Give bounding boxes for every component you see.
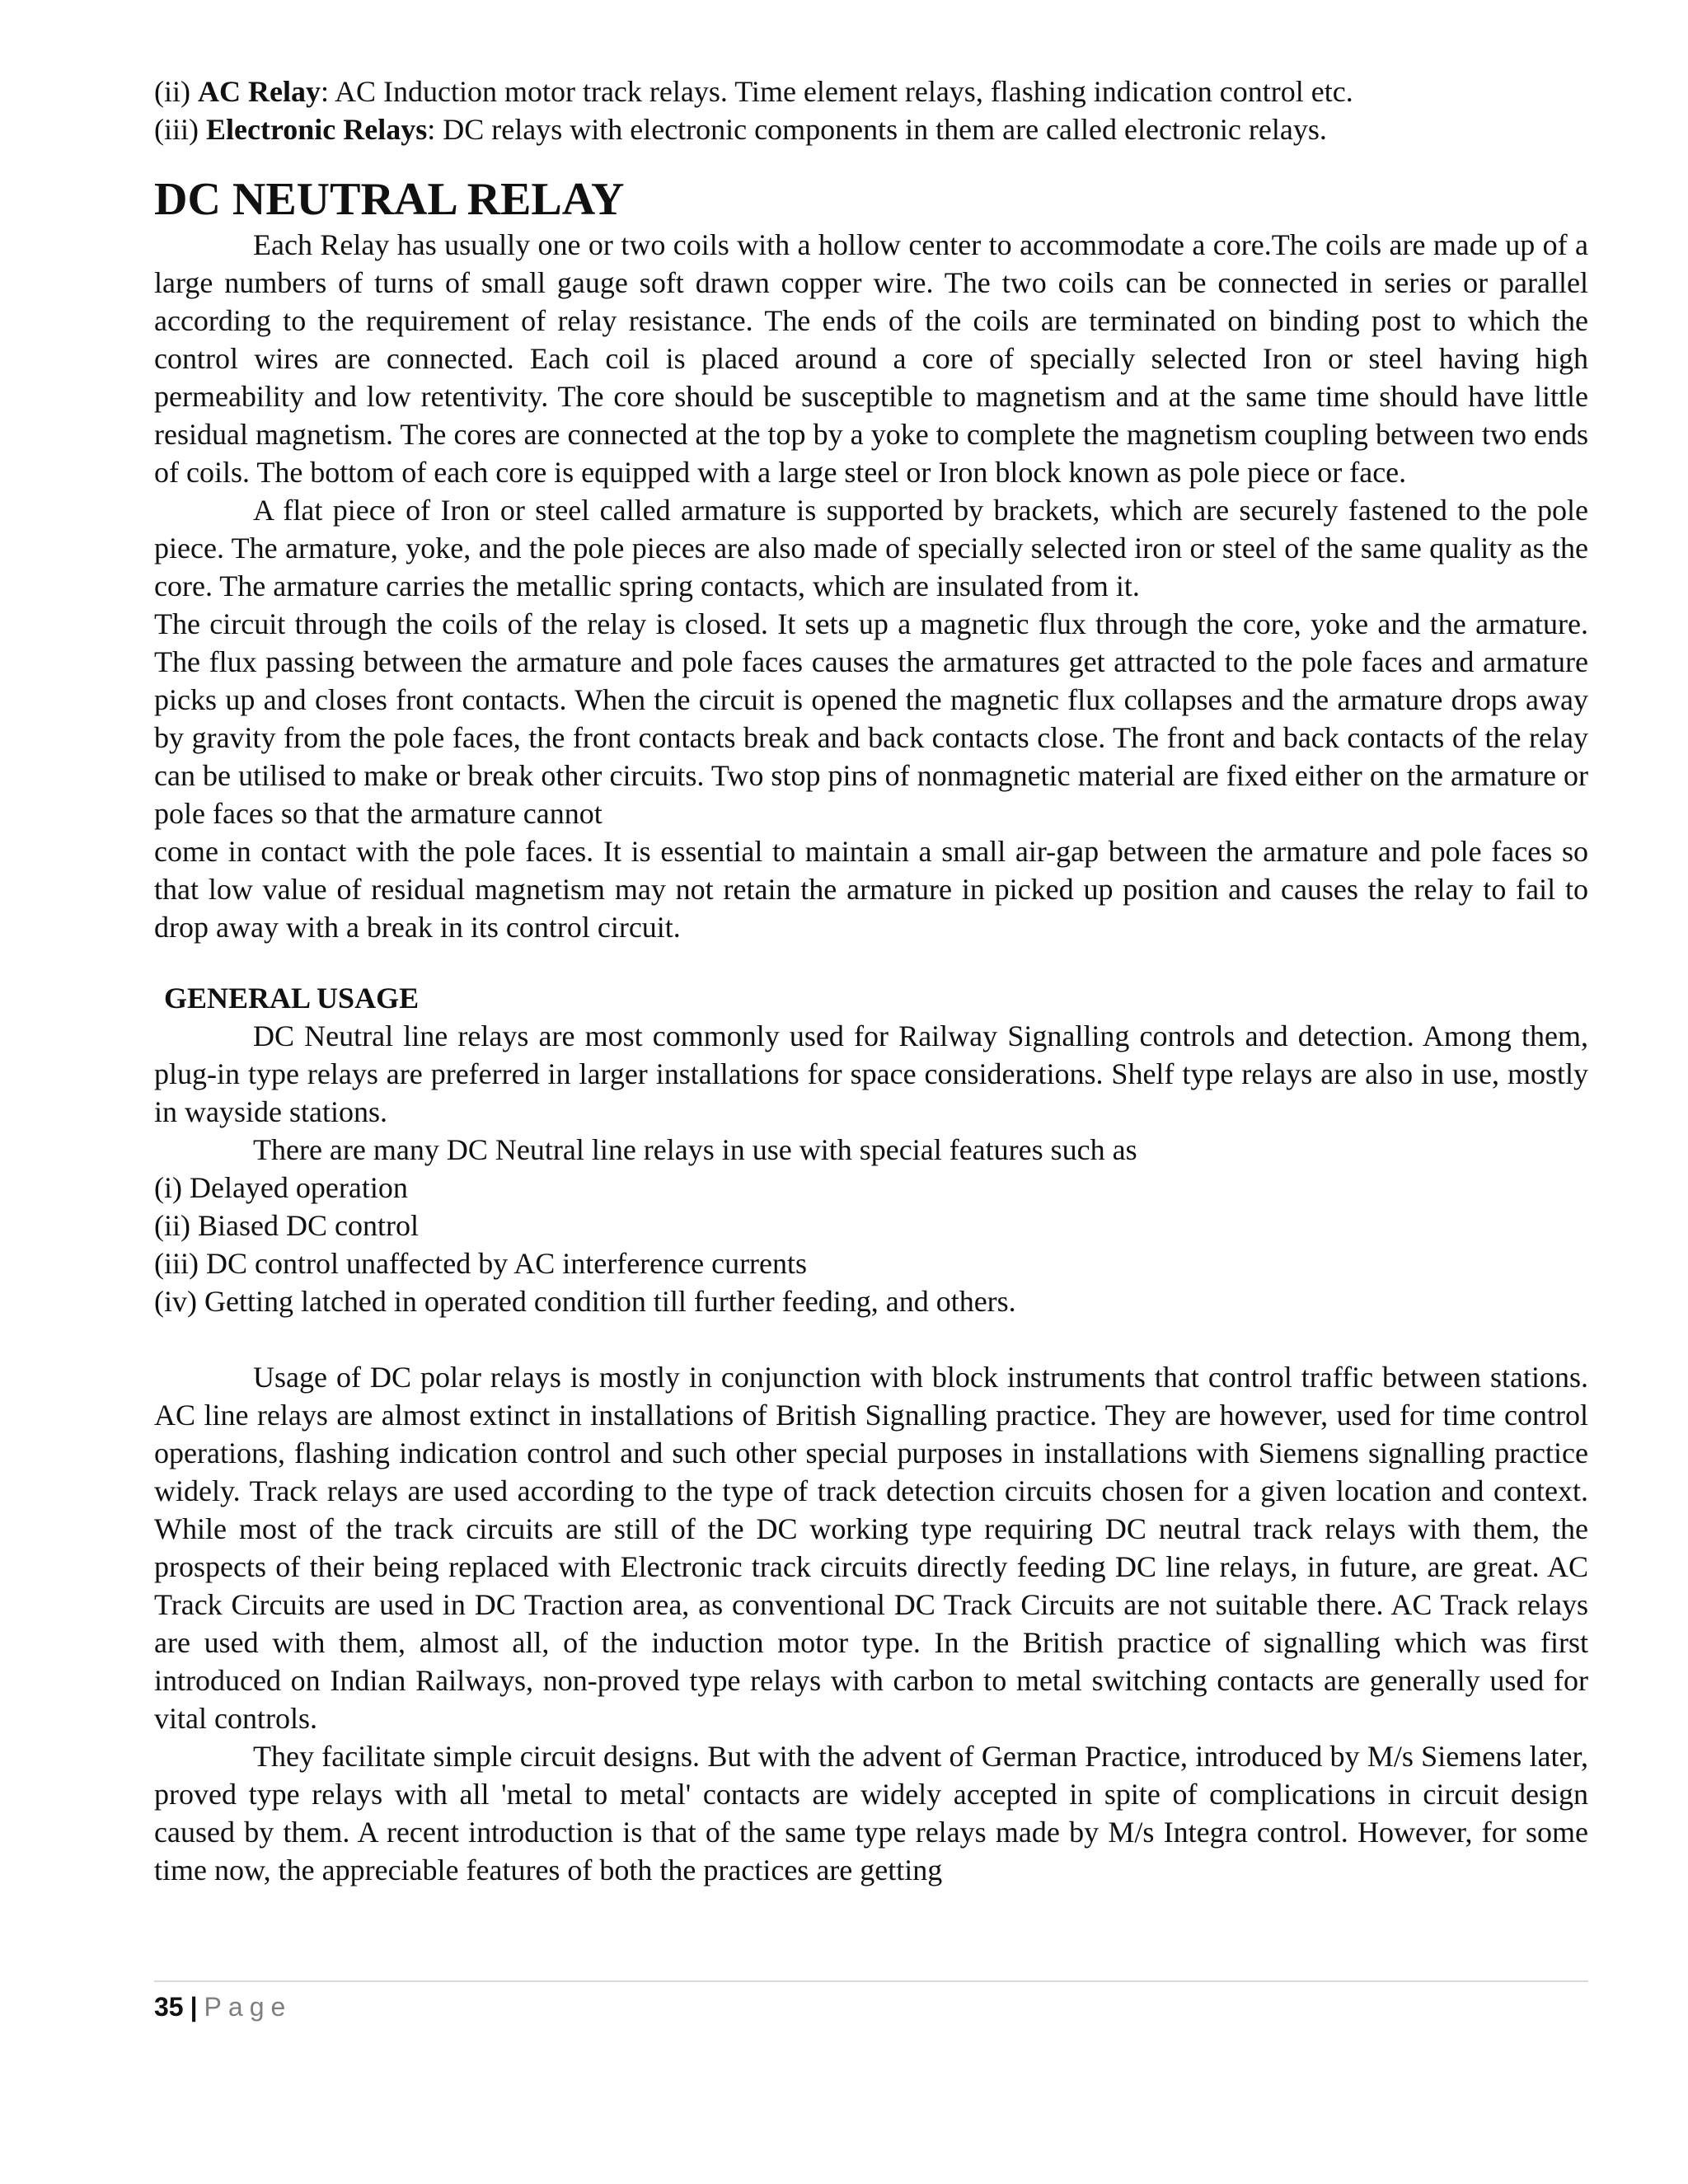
document-page xyxy=(154,73,1588,1889)
list-item: (ii) Biased DC control xyxy=(154,1209,419,1242)
paragraph-circuit-designs: They facilitate simple circuit designs. But with the advent of German Practice, introduced by M/s Siemens later, proved type relays with all 'metal to metal' contacts are widely accepted in spite of complications in circuit design caused by them. A recent introduction is that of the same type relays made by M/s Integra control. However, for some time now, the appreciable features of both the practices are getting xyxy=(154,1740,1588,1886)
paragraph-armature: A flat piece of Iron or steel called armature is supported by brackets, which are securely fastened to the pole piece. The armature, yoke, and the pole pieces are also made of specially selected iron or steel of the same quality as the core. The armature carries the metallic spring contacts, which are insulated from it. xyxy=(154,494,1588,602)
footer-separator: | xyxy=(190,1992,198,2022)
page-number: 35 xyxy=(154,1992,184,2022)
term-ac-relay: AC Relay xyxy=(197,75,321,108)
page-footer xyxy=(154,1980,1588,2022)
spacer xyxy=(154,1320,1588,1358)
relay-type-electronic: (iii) Electronic Relays: DC relays with electronic components in them are called electronic relays. xyxy=(154,113,1327,146)
section-heading-dc-neutral-relay: DC NEUTRAL RELAY xyxy=(154,174,625,225)
list-item: (iv) Getting latched in operated condition till further feeding, and others. xyxy=(154,1285,1016,1318)
list-item: (iii) DC control unaffected by AC interference currents xyxy=(154,1247,808,1280)
paragraph-air-gap: come in contact with the pole faces. It is essential to maintain a small air-gap between the armature and pole faces so that low value of residual magnetism may not retain the armature in picked up position and causes the relay to fail to drop away with a break in its control circuit. xyxy=(154,835,1588,944)
paragraph-polar-relays: Usage of DC polar relays is mostly in conjunction with block instruments that control traffic between stations. AC line relays are almost extinct in installations of British Signalling practice. They are however, used for time control operations, flashing indication control and such other special purposes in installations with Siemens signalling practice widely. Track relays are used according to the type of track detection circuits chosen for a given location and context. While most of the track circuits are still of the DC working type requiring DC neutral track relays with them, the prospects of their being replaced with Electronic track circuits directly feeding DC line relays, in future, are great. AC Track Circuits are used in DC Traction area, as conventional DC Track Circuits are not suitable there. AC Track relays are used with them, almost all, of the induction motor type. In the British practice of signalling which was first introduced on Indian Railways, non-proved type relays with carbon to metal switching contacts are generally used for vital controls. xyxy=(154,1361,1588,1735)
relay-type-ac: (ii) AC Relay: AC Induction motor track relays. Time element relays, flashing indication control etc. xyxy=(154,75,1353,108)
list-item: (i) Delayed operation xyxy=(154,1171,408,1204)
paragraph-circuit: The circuit through the coils of the relay is closed. It sets up a magnetic flux through the core, yoke and the armature. The flux passing between the armature and pole faces causes the armatures get attracted to the pole faces and armature picks up and closes front contacts. When the circuit is opened the magnetic flux collapses and the armature drops away by gravity from the pole faces, the front contacts break and back contacts close. The front and back contacts of the relay can be utilised to make or break other circuits. Two stop pins of nonmagnetic material are fixed either on the armature or pole faces so that the armature cannot xyxy=(154,607,1588,830)
paragraph-coils: Each Relay has usually one or two coils with a hollow center to accommodate a core.The coils are made up of a large numbers of turns of small gauge soft drawn copper wire. The two coils can be connected in series or parallel according to the requirement of relay resistance. The ends of the coils are terminated on binding post to which the control wires are connected. Each coil is placed around a core of specially selected Iron or steel having high permeability and low retentivity. The core should be susceptible to magnetism and at the same time should have little residual magnetism. The cores are connected at the top by a yoke to complete the magnetism coupling between two ends of coils. The bottom of each core is equipped with a large steel or Iron block known as pole piece or face. xyxy=(154,228,1588,489)
page-label: Page xyxy=(204,1992,293,2022)
paragraph-usage-intro: DC Neutral line relays are most commonly used for Railway Signalling controls and detection. Among them, plug-in type relays are preferred in larger installations for space considerations. Shelf type relays are also in use, mostly in wayside stations. xyxy=(154,1019,1588,1128)
paragraph-special-features: There are many DC Neutral line relays in use with special features such as xyxy=(253,1133,1137,1166)
term-electronic-relays: Electronic Relays xyxy=(205,113,428,146)
section-heading-general-usage: GENERAL USAGE xyxy=(164,982,420,1015)
